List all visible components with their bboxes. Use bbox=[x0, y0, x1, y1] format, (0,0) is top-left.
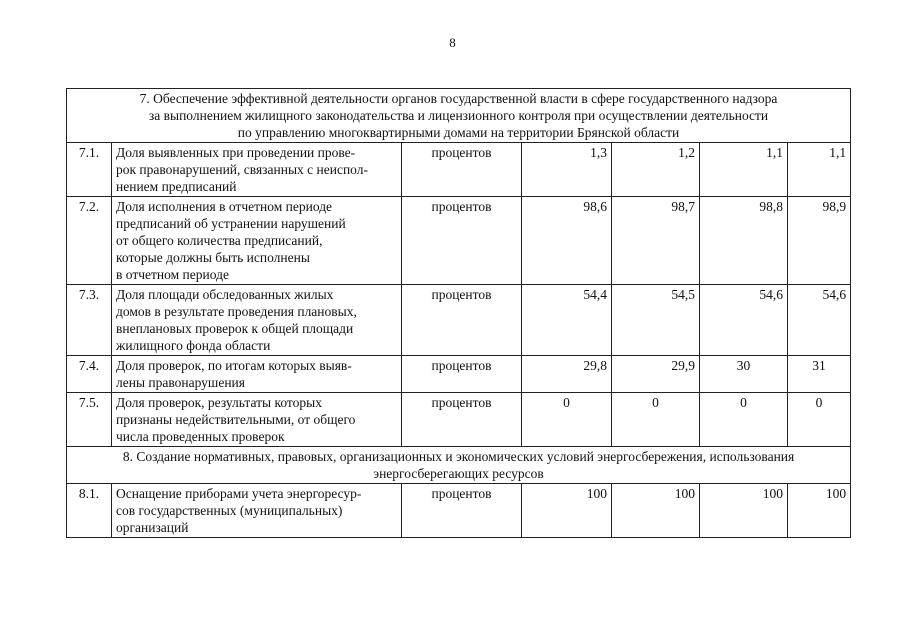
value-cell: 0 bbox=[612, 393, 700, 447]
page-number: 8 bbox=[449, 35, 456, 50]
indicators-table bbox=[66, 88, 851, 538]
value-cell: 1,1 bbox=[700, 143, 788, 197]
indicator-name bbox=[112, 197, 402, 285]
value-cell: 1,1 bbox=[788, 143, 851, 197]
section-title-line: 7. Обеспечение эффективной деятельности органов государственной власти в сфере государственного надзора bbox=[139, 91, 778, 106]
unit-cell: процентов bbox=[402, 285, 522, 356]
table-row bbox=[67, 285, 851, 356]
indicator-name-line: признаны недействительными, от общего bbox=[116, 412, 356, 427]
value-cell: 54,6 bbox=[700, 285, 788, 356]
section-title-line: по управлению многоквартирными домами на территории Брянской области bbox=[237, 125, 680, 140]
indicator-name-line: Доля площади обследованных жилых bbox=[116, 287, 334, 302]
table-row bbox=[67, 484, 851, 538]
value-cell: 29,8 bbox=[522, 356, 612, 393]
indicator-name-line: Доля проверок, по итогам которых выяв- bbox=[116, 358, 352, 373]
section-header-row bbox=[67, 447, 851, 484]
row-number: 8.1. bbox=[67, 484, 112, 538]
indicator-name-line: домов в результате проведения плановых, bbox=[116, 304, 357, 319]
unit-cell: процентов bbox=[402, 356, 522, 393]
unit-cell: процентов bbox=[402, 143, 522, 197]
unit-cell: процентов bbox=[402, 393, 522, 447]
indicator-name bbox=[112, 285, 402, 356]
indicator-name-line: нением предписаний bbox=[116, 179, 237, 194]
indicator-name-line: лены правонарушения bbox=[116, 375, 245, 390]
indicator-name-line: в отчетном периоде bbox=[116, 267, 229, 282]
unit-cell: процентов bbox=[402, 197, 522, 285]
value-cell: 0 bbox=[700, 393, 788, 447]
table-row bbox=[67, 356, 851, 393]
value-cell: 30 bbox=[700, 356, 788, 393]
row-number: 7.5. bbox=[67, 393, 112, 447]
section-title-line: за выполнением жилищного законодательства и лицензионного контроля при осуществлении деятельности bbox=[148, 108, 769, 123]
section-title-line: 8. Создание нормативных, правовых, организационных и экономических условий энергосбережения, использования bbox=[122, 449, 795, 464]
indicator-name bbox=[112, 484, 402, 538]
table-row bbox=[67, 143, 851, 197]
indicator-name-line: Доля выявленных при проведении прове- bbox=[116, 145, 356, 160]
value-cell: 1,3 bbox=[522, 143, 612, 197]
table-row bbox=[67, 393, 851, 447]
row-number: 7.3. bbox=[67, 285, 112, 356]
value-cell: 29,9 bbox=[612, 356, 700, 393]
value-cell: 100 bbox=[612, 484, 700, 538]
table-row bbox=[67, 197, 851, 285]
indicator-name-line: рок правонарушений, связанных с неиспол- bbox=[116, 162, 368, 177]
indicator-name-line: числа проведенных проверок bbox=[116, 429, 285, 444]
value-cell: 54,4 bbox=[522, 285, 612, 356]
indicator-name bbox=[112, 143, 402, 197]
value-cell: 54,5 bbox=[612, 285, 700, 356]
indicator-name-line: внеплановых проверок к общей площади bbox=[116, 321, 354, 336]
section-header-row bbox=[67, 89, 851, 143]
value-cell: 98,6 bbox=[522, 197, 612, 285]
value-cell: 1,2 bbox=[612, 143, 700, 197]
unit-cell: процентов bbox=[402, 484, 522, 538]
value-cell: 0 bbox=[788, 393, 851, 447]
section-title bbox=[67, 89, 851, 143]
indicator-name-line: Оснащение приборами учета энергоресур- bbox=[116, 486, 362, 501]
indicator-name-line: Доля проверок, результаты которых bbox=[116, 395, 322, 410]
indicator-name-line: предписаний об устранении нарушений bbox=[116, 216, 346, 231]
indicator-name bbox=[112, 356, 402, 393]
value-cell: 98,9 bbox=[788, 197, 851, 285]
section-title bbox=[67, 447, 851, 484]
value-cell: 98,7 bbox=[612, 197, 700, 285]
value-cell: 31 bbox=[788, 356, 851, 393]
value-cell: 100 bbox=[522, 484, 612, 538]
value-cell: 100 bbox=[700, 484, 788, 538]
value-cell: 0 bbox=[522, 393, 612, 447]
indicator-name-line: сов государственных (муниципальных) bbox=[116, 503, 343, 518]
value-cell: 98,8 bbox=[700, 197, 788, 285]
section-title-line: энергосберегающих ресурсов bbox=[373, 466, 544, 481]
row-number: 7.2. bbox=[67, 197, 112, 285]
value-cell: 100 bbox=[788, 484, 851, 538]
indicator-name-line: которые должны быть исполнены bbox=[116, 250, 310, 265]
row-number: 7.1. bbox=[67, 143, 112, 197]
row-number: 7.4. bbox=[67, 356, 112, 393]
indicator-name bbox=[112, 393, 402, 447]
indicator-name-line: от общего количества предписаний, bbox=[116, 233, 323, 248]
indicator-name-line: Доля исполнения в отчетном периоде bbox=[116, 199, 333, 214]
indicator-name-line: жилищного фонда области bbox=[116, 338, 271, 353]
indicator-name-line: организаций bbox=[116, 520, 189, 535]
value-cell: 54,6 bbox=[788, 285, 851, 356]
